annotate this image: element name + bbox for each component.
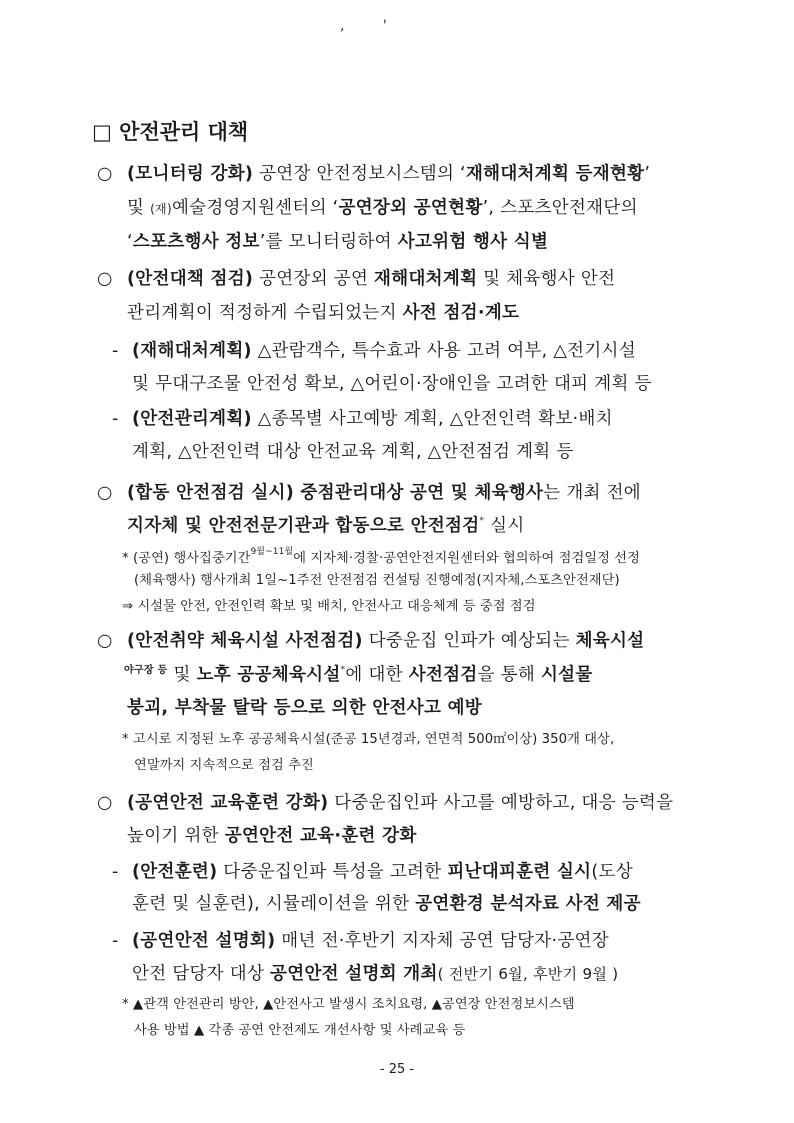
note-briefing-2: 사용 방법 ▲ 각종 공연 안전제도 개선사항 및 사례교육 등 <box>134 1023 466 1038</box>
sub-safety-training-line-2: 훈련 및 실훈련), 시뮬레이션을 위한 공연환경 분석자료 사전 제공 <box>132 894 641 914</box>
item-vulnerable-facility-line-1: ○ (안전취약 체육시설 사전점검) 다중운집 인파가 예상되는 체육시설 <box>97 631 645 651</box>
item-training-line-1: ○ (공연안전 교육훈련 강화) 다중운집인파 사고를 예방하고, 대응 능력을 <box>97 793 674 813</box>
item-monitoring-line-3: ‘스포츠행사 정보’를 모니터링하여 사고위험 행사 식별 <box>127 232 549 252</box>
dash-bullet-icon: - <box>112 862 119 882</box>
circle-bullet-icon: ○ <box>97 631 113 651</box>
item-vulnerable-facility-line-2: $^{야구장 등}$ 및 노후 공공체육시설*에 대한 사전점검을 통해 시설물 <box>124 665 593 685</box>
header-marks <box>340 18 421 34</box>
circle-bullet-icon: ○ <box>97 164 113 184</box>
header-mark: , <box>340 18 345 34</box>
sub-disaster-plan-line-1: - (재해대처계획) △관람객수, 특수효과 사용 고려 여부, △전기시설 <box>112 341 636 361</box>
sub-safety-plan-line-1: - (안전관리계획) △종목별 사고예방 계획, △안전인력 확보·배치 <box>112 409 613 429</box>
note-joint-inspection-2: (체육행사) 행사개최 1일~1주전 안전점검 컨설팅 진행예정(지자체,스포츠안전재단) <box>134 573 620 588</box>
section-title: □ 안전관리 대책 <box>92 120 249 144</box>
item-vulnerable-facility-line-3: 붕괴, 부착물 탈락 등으로 의한 안전사고 예방 <box>127 698 482 718</box>
circle-bullet-icon: ○ <box>97 269 113 289</box>
item-joint-inspection-line-1: ○ (합동 안전점검 실시) 중점관리대상 공연 및 체육행사는 개최 전에 <box>97 483 642 503</box>
note-joint-inspection-3: ⇒ 시설물 안전, 안전인력 확보 및 배치, 안전사고 대응체계 등 중점 점검 <box>122 599 536 614</box>
item-safety-check-line-1: ○ (안전대책 점검) 공연장외 공연 재해대처계획 및 체육행사 안전 <box>97 269 616 289</box>
sub-briefing-line-1: - (공연안전 설명회) 매년 전·후반기 지자체 공연 담당자·공연장 <box>112 931 609 951</box>
sub-disaster-plan-line-2: 및 무대구조물 안전성 확보, △어린이·장애인을 고려한 대피 계획 등 <box>132 374 652 394</box>
sub-safety-plan-line-2: 계획, △안전인력 대상 안전교육 계획, △안전점검 계획 등 <box>132 442 574 462</box>
circle-bullet-icon: ○ <box>97 793 113 813</box>
sub-safety-training-line-1: - (안전훈련) 다중운집인파 특성을 고려한 피난대피훈련 실시(도상 <box>112 862 633 882</box>
item-safety-check-line-2: 관리계획이 적정하게 수립되었는지 사전 점검·계도 <box>127 303 520 323</box>
note-briefing-1: * ▲관객 안전관리 방안, ▲안전사고 발생시 조치요령, ▲공연장 안전정보시스템 <box>122 997 575 1012</box>
header-mark: ' <box>382 18 387 34</box>
circle-bullet-icon: ○ <box>97 483 113 503</box>
note-vulnerable-facility-2: 연말까지 지속적으로 점검 추진 <box>134 758 314 773</box>
dash-bullet-icon: - <box>112 931 119 951</box>
dash-bullet-icon: - <box>112 409 119 429</box>
item-training-line-2: 높이기 위한 공연안전 교육·훈련 강화 <box>127 826 417 846</box>
sub-briefing-line-2: 안전 담당자 대상 공연안전 설명회 개최( 전반기 6월, 후반기 9월 ) <box>132 964 619 984</box>
item-monitoring-line-1: ○ (모니터링 강화) 공연장 안전정보시스템의 ‘재해대처계획 등재현황’ <box>97 164 651 184</box>
note-vulnerable-facility-1: * 고시로 지정된 노후 공공체육시설(준공 15년경과, 연면적 500㎡이상) 350개 대상, <box>122 732 615 747</box>
page-number: - 25 - <box>379 1062 415 1077</box>
note-joint-inspection-1: * (공연) 행사집중기간$^{9월\sim 11월}$에 지자체·경찰·공연안전지원센터와 협의하여 점검일정 선정 <box>122 547 640 566</box>
item-joint-inspection-line-2: 지자체 및 안전전문기관과 합동으로 안전점검* 실시 <box>127 516 525 536</box>
dash-bullet-icon: - <box>112 341 119 361</box>
item-monitoring-line-2: 및 (재)예술경영지원센터의 ‘공연장외 공연현황’, 스포츠안전재단의 <box>127 198 638 218</box>
